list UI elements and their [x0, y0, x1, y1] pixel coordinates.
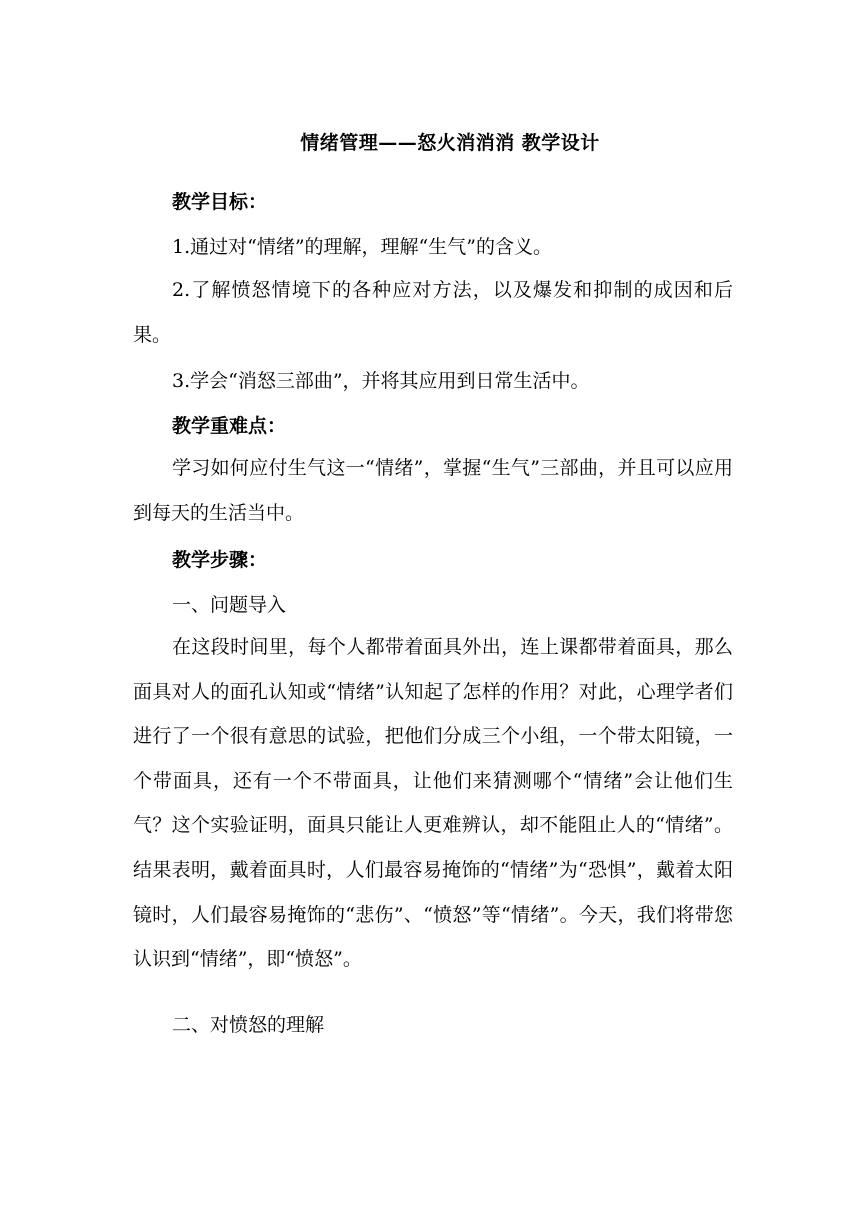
objective-item-1: 1.通过对“情绪”的理解，理解“生气”的含义。	[172, 236, 552, 258]
step1-text: 在这段时间里，每个人都带着面具外出，连上课都带着面具，那么面具对人的面孔认知或“情绪”认知起了怎样的作用？对此，心理学者们进行了一个很有意思的试验，把他们分成三个小组，一个带太阳镜，一个带面具，还有一个不带面具，让他们来猜测哪个“情绪”会让他们生气？这个实验证明，面具只能让人更难辨认，却不能阻止人的“情绪”。结果表明，戴着面具时，人们最容易掩饰的“情绪”为“恐惧”，戴着太阳镜时，人们最容易掩饰的“悲伤”、“愤怒”等“情绪”。今天，我们将带您认识到“情绪”，即“愤怒”。	[133, 636, 733, 971]
document-title: 情绪管理——怒火消消消 教学设计	[300, 132, 600, 154]
step2-heading: 二、对愤怒的理解	[172, 1014, 325, 1036]
objectives-heading: 教学目标：	[172, 191, 268, 213]
key-points-heading: 教学重难点：	[172, 415, 287, 437]
objective-item-3: 3.学会“消怒三部曲”，并将其应用到日常生活中。	[172, 370, 590, 392]
objective-item-2: 2.了解愤怒情境下的各种应对方法，以及爆发和抑制的成因和后果。	[133, 279, 733, 346]
key-points-text: 学习如何应付生气这一“情绪”，掌握“生气”三部曲，并且可以应用到每天的生活当中。	[133, 457, 733, 524]
steps-heading: 教学步骤：	[172, 549, 268, 571]
step1-heading: 一、问题导入	[172, 594, 287, 616]
